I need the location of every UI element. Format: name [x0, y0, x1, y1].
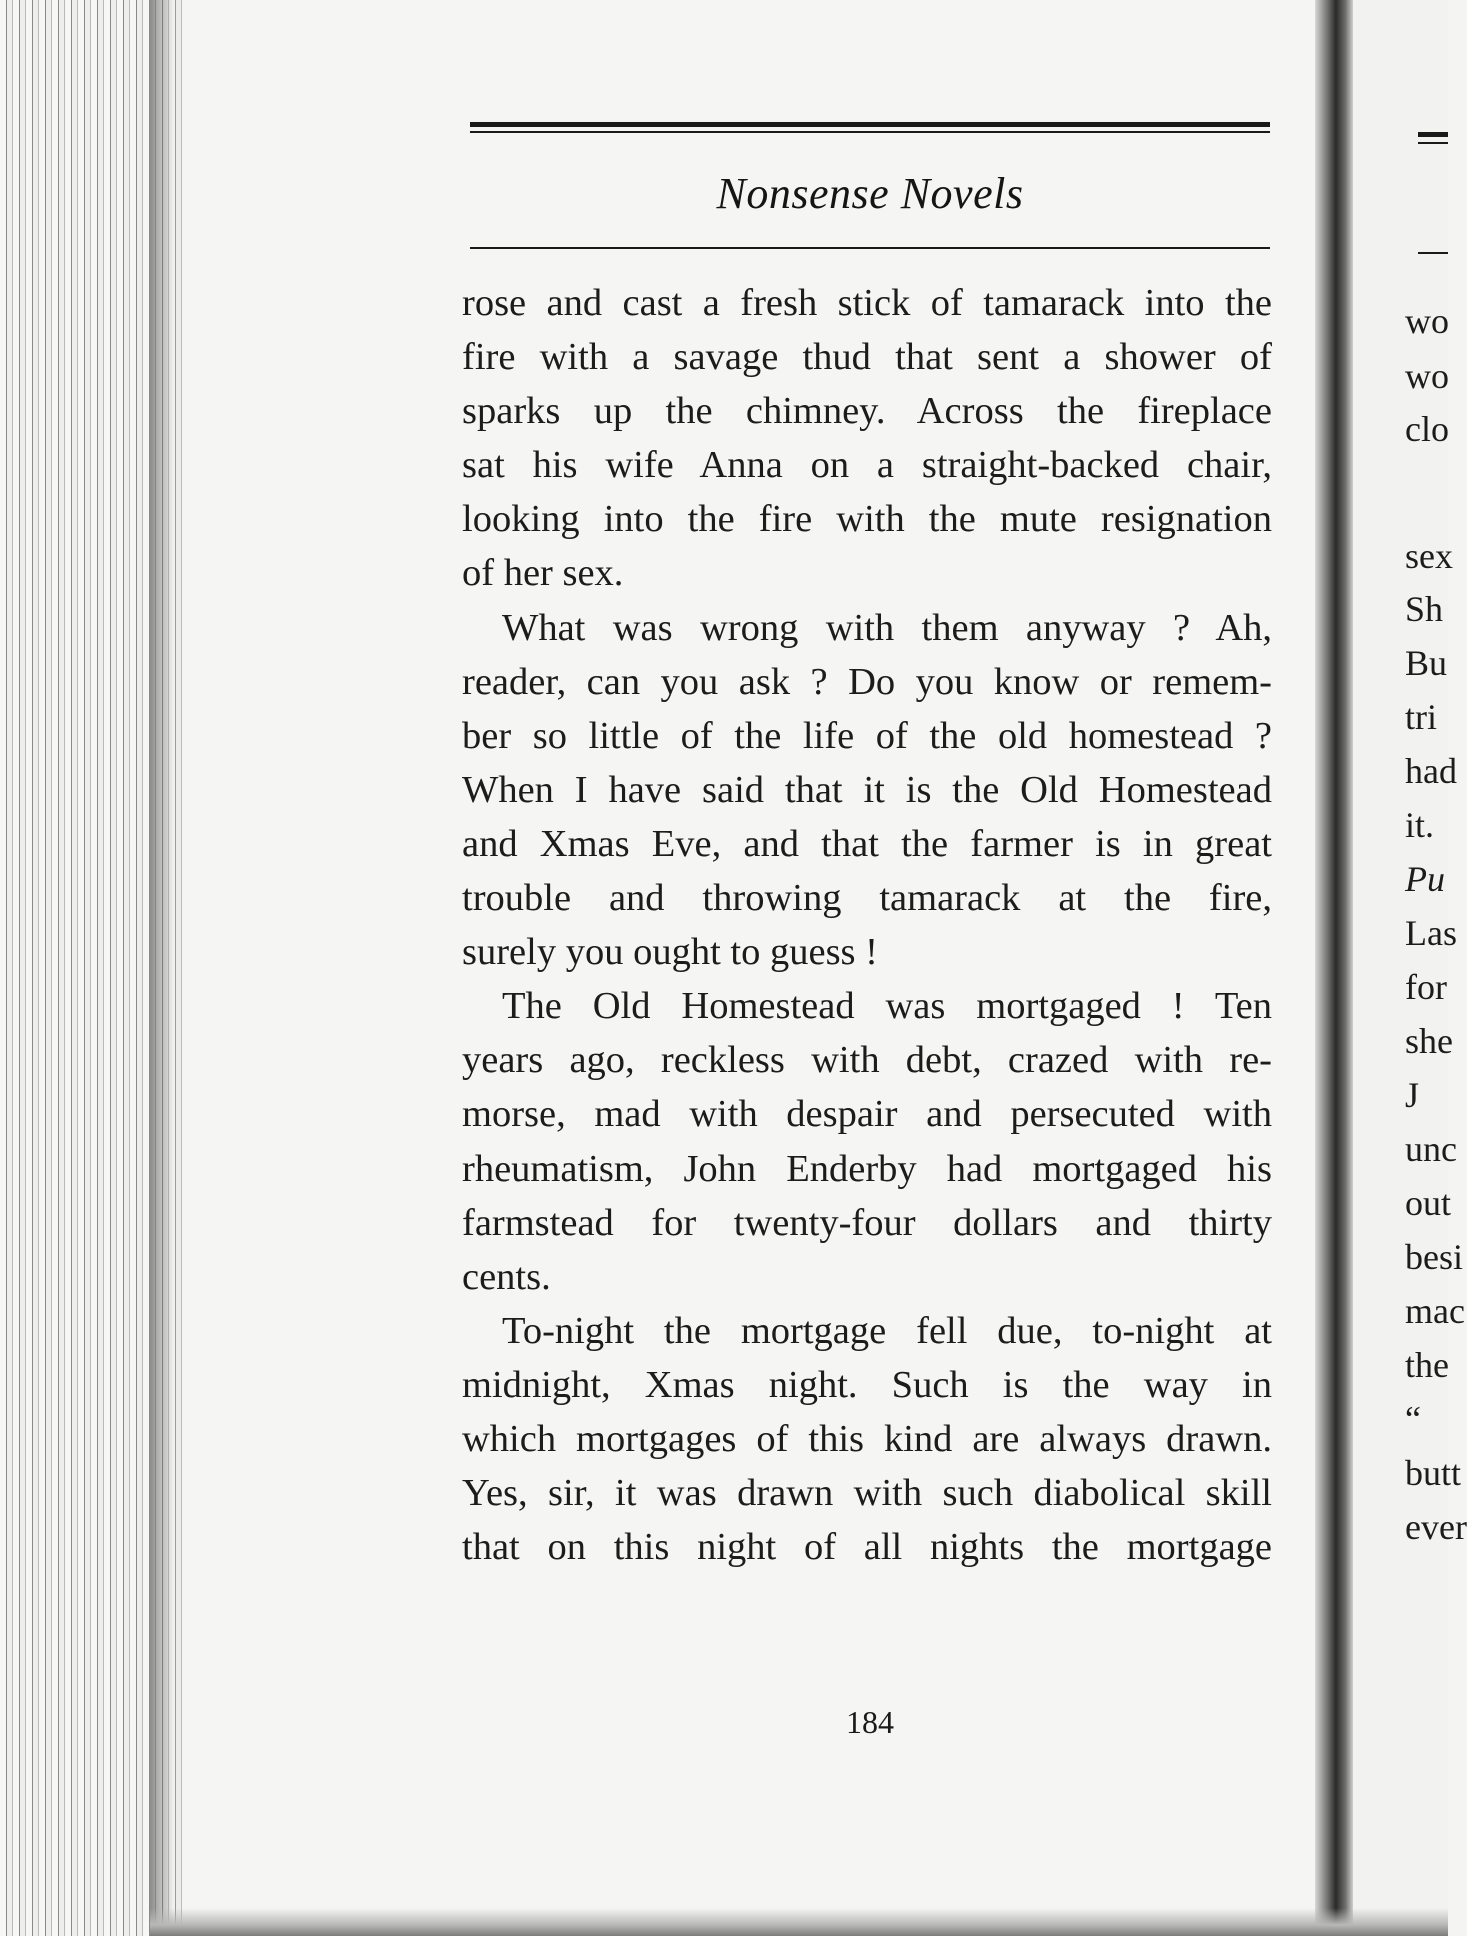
right-page-fragment: had — [1405, 751, 1457, 791]
text-line: years ago, reckless with debt, crazed with re- — [462, 1039, 1272, 1082]
text-line: morse, mad with despair and persecuted with — [462, 1093, 1272, 1136]
text-line: sparks up the chimney. Across the fireplace — [462, 390, 1272, 433]
text-line: of her sex. — [462, 552, 624, 595]
right-page-fragment: for — [1405, 967, 1447, 1007]
right-page-fragment: Las — [1405, 913, 1457, 953]
text-line: cents. — [462, 1255, 551, 1298]
paragraph-1-end — [462, 546, 1272, 600]
book-bottom-edge — [150, 1908, 1448, 1936]
text-line: which mortgages of this kind are always drawn. — [462, 1417, 1272, 1460]
text-line: sat his wife Anna on a straight-backed chair, — [462, 444, 1272, 487]
text-line: looking into the fire with the mute resignation — [462, 498, 1272, 541]
text-line: surely you ought to guess ! — [462, 931, 878, 974]
right-page-fragment: out — [1405, 1183, 1452, 1223]
text-line: ber so little of the life of the old homestead ? — [462, 714, 1272, 757]
right-page-fragment: Bu — [1405, 643, 1448, 683]
book-gutter — [1315, 0, 1353, 1936]
right-page-fragment: Sh — [1405, 589, 1444, 629]
paragraph-1 — [462, 276, 1272, 546]
right-page-rule-thin — [1418, 142, 1448, 144]
right-page-fragment: it. — [1405, 805, 1435, 845]
right-page-fragment: wo — [1405, 356, 1449, 396]
paragraph-3-end — [462, 1250, 1272, 1304]
right-page-fragment: sex — [1405, 536, 1453, 576]
text-line: What was wrong with them anyway ? Ah, — [502, 606, 1272, 649]
text-line: Yes, sir, it was drawn with such diabolical skill — [462, 1472, 1272, 1515]
right-page-fragment: “ — [1405, 1399, 1421, 1439]
right-page-fragment: butt — [1405, 1453, 1462, 1493]
text-line: reader, can you ask ? Do you know or remem- — [462, 660, 1272, 703]
text-line: To-night the mortgage fell due, to-night at — [502, 1309, 1272, 1352]
paragraph-3 — [462, 979, 1272, 1249]
header-rule-thin — [470, 131, 1270, 133]
right-page-rule-thick — [1418, 132, 1448, 137]
page-number: 184 — [846, 1704, 894, 1740]
text-line: farmstead for twenty-four dollars and thirty — [462, 1201, 1272, 1244]
header-rule-thick — [470, 122, 1270, 127]
right-page-fragment: ever — [1405, 1507, 1467, 1547]
running-title: Nonsense Novels — [716, 169, 1024, 218]
header-double-rule — [470, 122, 1270, 134]
text-line: trouble and throwing tamarack at the fire, — [462, 877, 1272, 920]
right-page-fragment: unc — [1405, 1129, 1457, 1169]
right-page-fragment: she — [1405, 1021, 1453, 1061]
right-page-fragment: mac — [1405, 1291, 1465, 1331]
text-line: midnight, Xmas night. Such is the way in — [462, 1363, 1272, 1406]
right-page-fragment: the — [1405, 1345, 1449, 1385]
text-line: When I have said that it is the Old Homestead — [462, 768, 1272, 811]
paragraph-4 — [462, 1304, 1272, 1574]
text-line: The Old Homestead was mortgaged ! Ten — [502, 985, 1272, 1028]
page-body-text — [462, 276, 1272, 1574]
text-line: and Xmas Eve, and that the farmer is in great — [462, 822, 1272, 865]
text-line: rose and cast a fresh stick of tamarack into the — [462, 282, 1272, 324]
right-page-fragment: J — [1405, 1075, 1420, 1115]
right-page-fragment: Pu — [1405, 859, 1445, 899]
right-page-fragment: besi — [1405, 1237, 1463, 1277]
paragraph-2 — [462, 601, 1272, 926]
page-stack-shadow — [150, 0, 190, 1936]
paragraph-2-end — [462, 925, 1272, 979]
right-page-fragment: wo — [1405, 301, 1449, 341]
right-page-fragment: tri — [1405, 697, 1437, 737]
right-page-fragment: clo — [1405, 409, 1449, 449]
text-line: fire with a savage thud that sent a shower of — [462, 336, 1272, 379]
text-line: rheumatism, John Enderby had mortgaged his — [462, 1147, 1272, 1190]
right-page-rule-single — [1418, 252, 1448, 254]
text-line: that on this night of all nights the mortgage — [462, 1526, 1272, 1569]
header-rule-bottom — [470, 247, 1270, 249]
